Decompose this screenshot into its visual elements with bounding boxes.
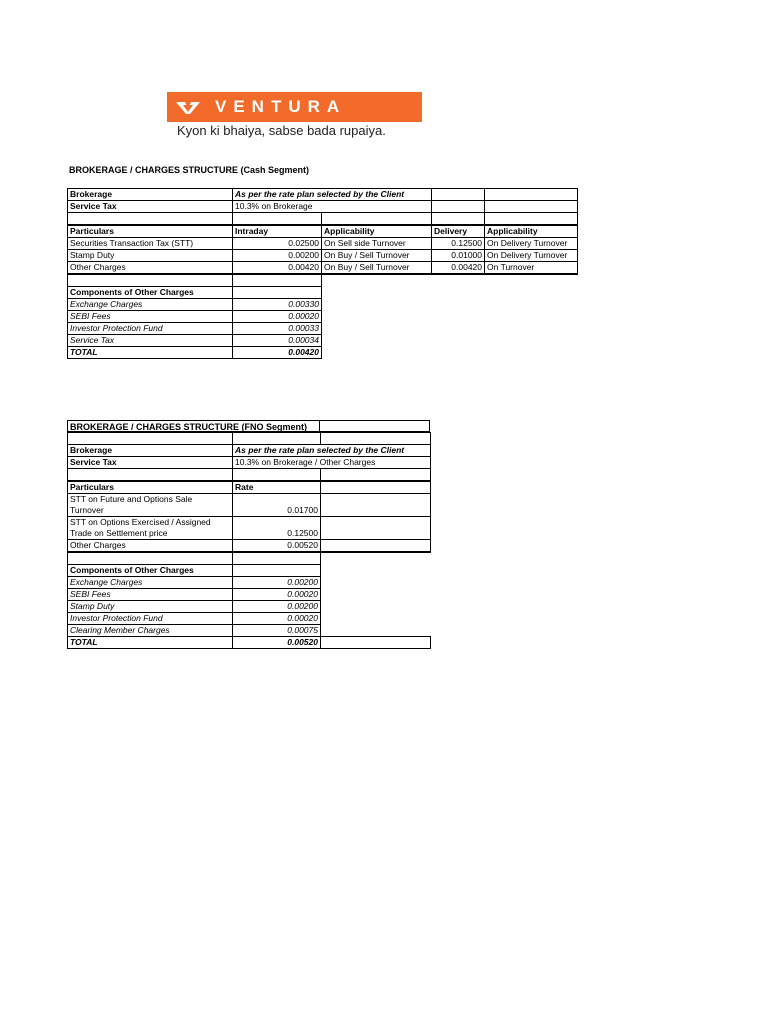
service-tax-value: 10.3% on Brokerage <box>233 201 432 213</box>
component-label: Investor Protection Fund <box>68 323 233 335</box>
table-row <box>68 299 578 311</box>
intraday-cell: 0.00420 <box>233 262 322 275</box>
table-row <box>68 189 578 201</box>
cash-charges-table <box>67 188 578 359</box>
table-row <box>68 613 431 625</box>
logo-tagline: Kyon ki bhaiya, sabse bada rupaiya. <box>177 123 386 138</box>
col-header-applicability: Applicability <box>322 225 432 238</box>
component-value: 0.00034 <box>233 335 322 347</box>
table-row <box>68 494 431 517</box>
brokerage-value: As per the rate plan selected by the Client <box>233 445 431 457</box>
table-row <box>68 201 578 213</box>
particular-line: STT on Future and Options Sale <box>70 494 193 504</box>
table-row <box>68 469 431 482</box>
intraday-cell: 0.00200 <box>233 250 322 262</box>
total-value: 0.00520 <box>233 637 321 649</box>
applicability-cell: On Delivery Turnover <box>485 238 578 250</box>
table-row <box>68 517 431 540</box>
table-row <box>68 287 578 299</box>
table-row <box>68 250 578 262</box>
component-value: 0.00033 <box>233 323 322 335</box>
rate-cell: 0.01700 <box>233 494 321 517</box>
table-row <box>68 625 431 637</box>
particular-cell: Other Charges <box>68 540 233 553</box>
particular-line: Turnover <box>70 505 104 515</box>
fno-section-title: BROKERAGE / CHARGES STRUCTURE (FNO Segment) <box>67 420 320 432</box>
brokerage-label: Brokerage <box>68 189 233 201</box>
particular-cell: Stamp Duty <box>68 250 233 262</box>
component-value: 0.00075 <box>233 625 321 637</box>
intraday-cell: 0.02500 <box>233 238 322 250</box>
brokerage-label: Brokerage <box>68 445 233 457</box>
components-title: Components of Other Charges <box>68 565 233 577</box>
ventura-emblem-icon <box>170 95 206 119</box>
total-value: 0.00420 <box>233 347 322 359</box>
component-value: 0.00020 <box>233 311 322 323</box>
total-row <box>68 637 431 649</box>
particular-line: Trade on Settlement price <box>70 528 168 538</box>
total-label: TOTAL <box>68 347 233 359</box>
header-row <box>68 481 431 494</box>
particular-cell <box>68 494 233 517</box>
applicability-cell: On Buy / Sell Turnover <box>322 262 432 275</box>
component-value: 0.00200 <box>233 577 321 589</box>
table-row <box>68 565 431 577</box>
particular-line: STT on Options Exercised / Assigned <box>70 517 211 527</box>
service-tax-label: Service Tax <box>68 457 233 469</box>
header-row <box>68 225 578 238</box>
component-label: SEBI Fees <box>68 311 233 323</box>
table-row <box>68 445 431 457</box>
table-row <box>68 262 578 275</box>
component-label: Exchange Charges <box>68 299 233 311</box>
total-row <box>68 347 578 359</box>
ventura-logo <box>167 92 422 140</box>
applicability-cell: On Turnover <box>485 262 578 275</box>
col-header-applicability: Applicability <box>485 225 578 238</box>
component-value: 0.00200 <box>233 601 321 613</box>
col-header-particulars: Particulars <box>68 225 233 238</box>
applicability-cell: On Buy / Sell Turnover <box>322 250 432 262</box>
applicability-cell: On Sell side Turnover <box>322 238 432 250</box>
component-label: Exchange Charges <box>68 577 233 589</box>
component-value: 0.00020 <box>233 613 321 625</box>
component-label: Service Tax <box>68 335 233 347</box>
col-header-particulars: Particulars <box>68 481 233 494</box>
rate-cell: 0.00520 <box>233 540 321 553</box>
total-label: TOTAL <box>68 637 233 649</box>
particular-cell: Other Charges <box>68 262 233 275</box>
table-row <box>68 457 431 469</box>
fno-charges-table <box>67 432 431 649</box>
delivery-cell: 0.01000 <box>432 250 485 262</box>
table-row <box>68 335 578 347</box>
delivery-cell: 0.12500 <box>432 238 485 250</box>
component-value: 0.00330 <box>233 299 322 311</box>
applicability-cell: On Delivery Turnover <box>485 250 578 262</box>
table-row <box>68 552 431 565</box>
table-row <box>68 589 431 601</box>
particular-cell <box>68 517 233 540</box>
table-row <box>68 238 578 250</box>
particular-cell: Securities Transaction Tax (STT) <box>68 238 233 250</box>
cash-section-title: BROKERAGE / CHARGES STRUCTURE (Cash Segment) <box>69 165 310 175</box>
col-header-rate: Rate <box>233 481 321 494</box>
table-row <box>68 323 578 335</box>
table-row <box>68 601 431 613</box>
delivery-cell: 0.00420 <box>432 262 485 275</box>
brokerage-value: As per the rate plan selected by the Client <box>233 189 432 201</box>
table-row <box>68 274 578 287</box>
logo-name: VENTURA <box>215 97 347 116</box>
table-row <box>68 311 578 323</box>
component-label: Clearing Member Charges <box>68 625 233 637</box>
component-label: SEBI Fees <box>68 589 233 601</box>
components-title: Components of Other Charges <box>68 287 233 299</box>
table-row <box>68 213 578 226</box>
component-value: 0.00020 <box>233 589 321 601</box>
table-row <box>68 577 431 589</box>
col-header-delivery: Delivery <box>432 225 485 238</box>
table-row <box>68 540 431 553</box>
rate-cell: 0.12500 <box>233 517 321 540</box>
component-label: Stamp Duty <box>68 601 233 613</box>
service-tax-label: Service Tax <box>68 201 233 213</box>
table-row <box>68 433 431 445</box>
component-label: Investor Protection Fund <box>68 613 233 625</box>
service-tax-value: 10.3% on Brokerage / Other Charges <box>233 457 431 469</box>
col-header-intraday: Intraday <box>233 225 322 238</box>
